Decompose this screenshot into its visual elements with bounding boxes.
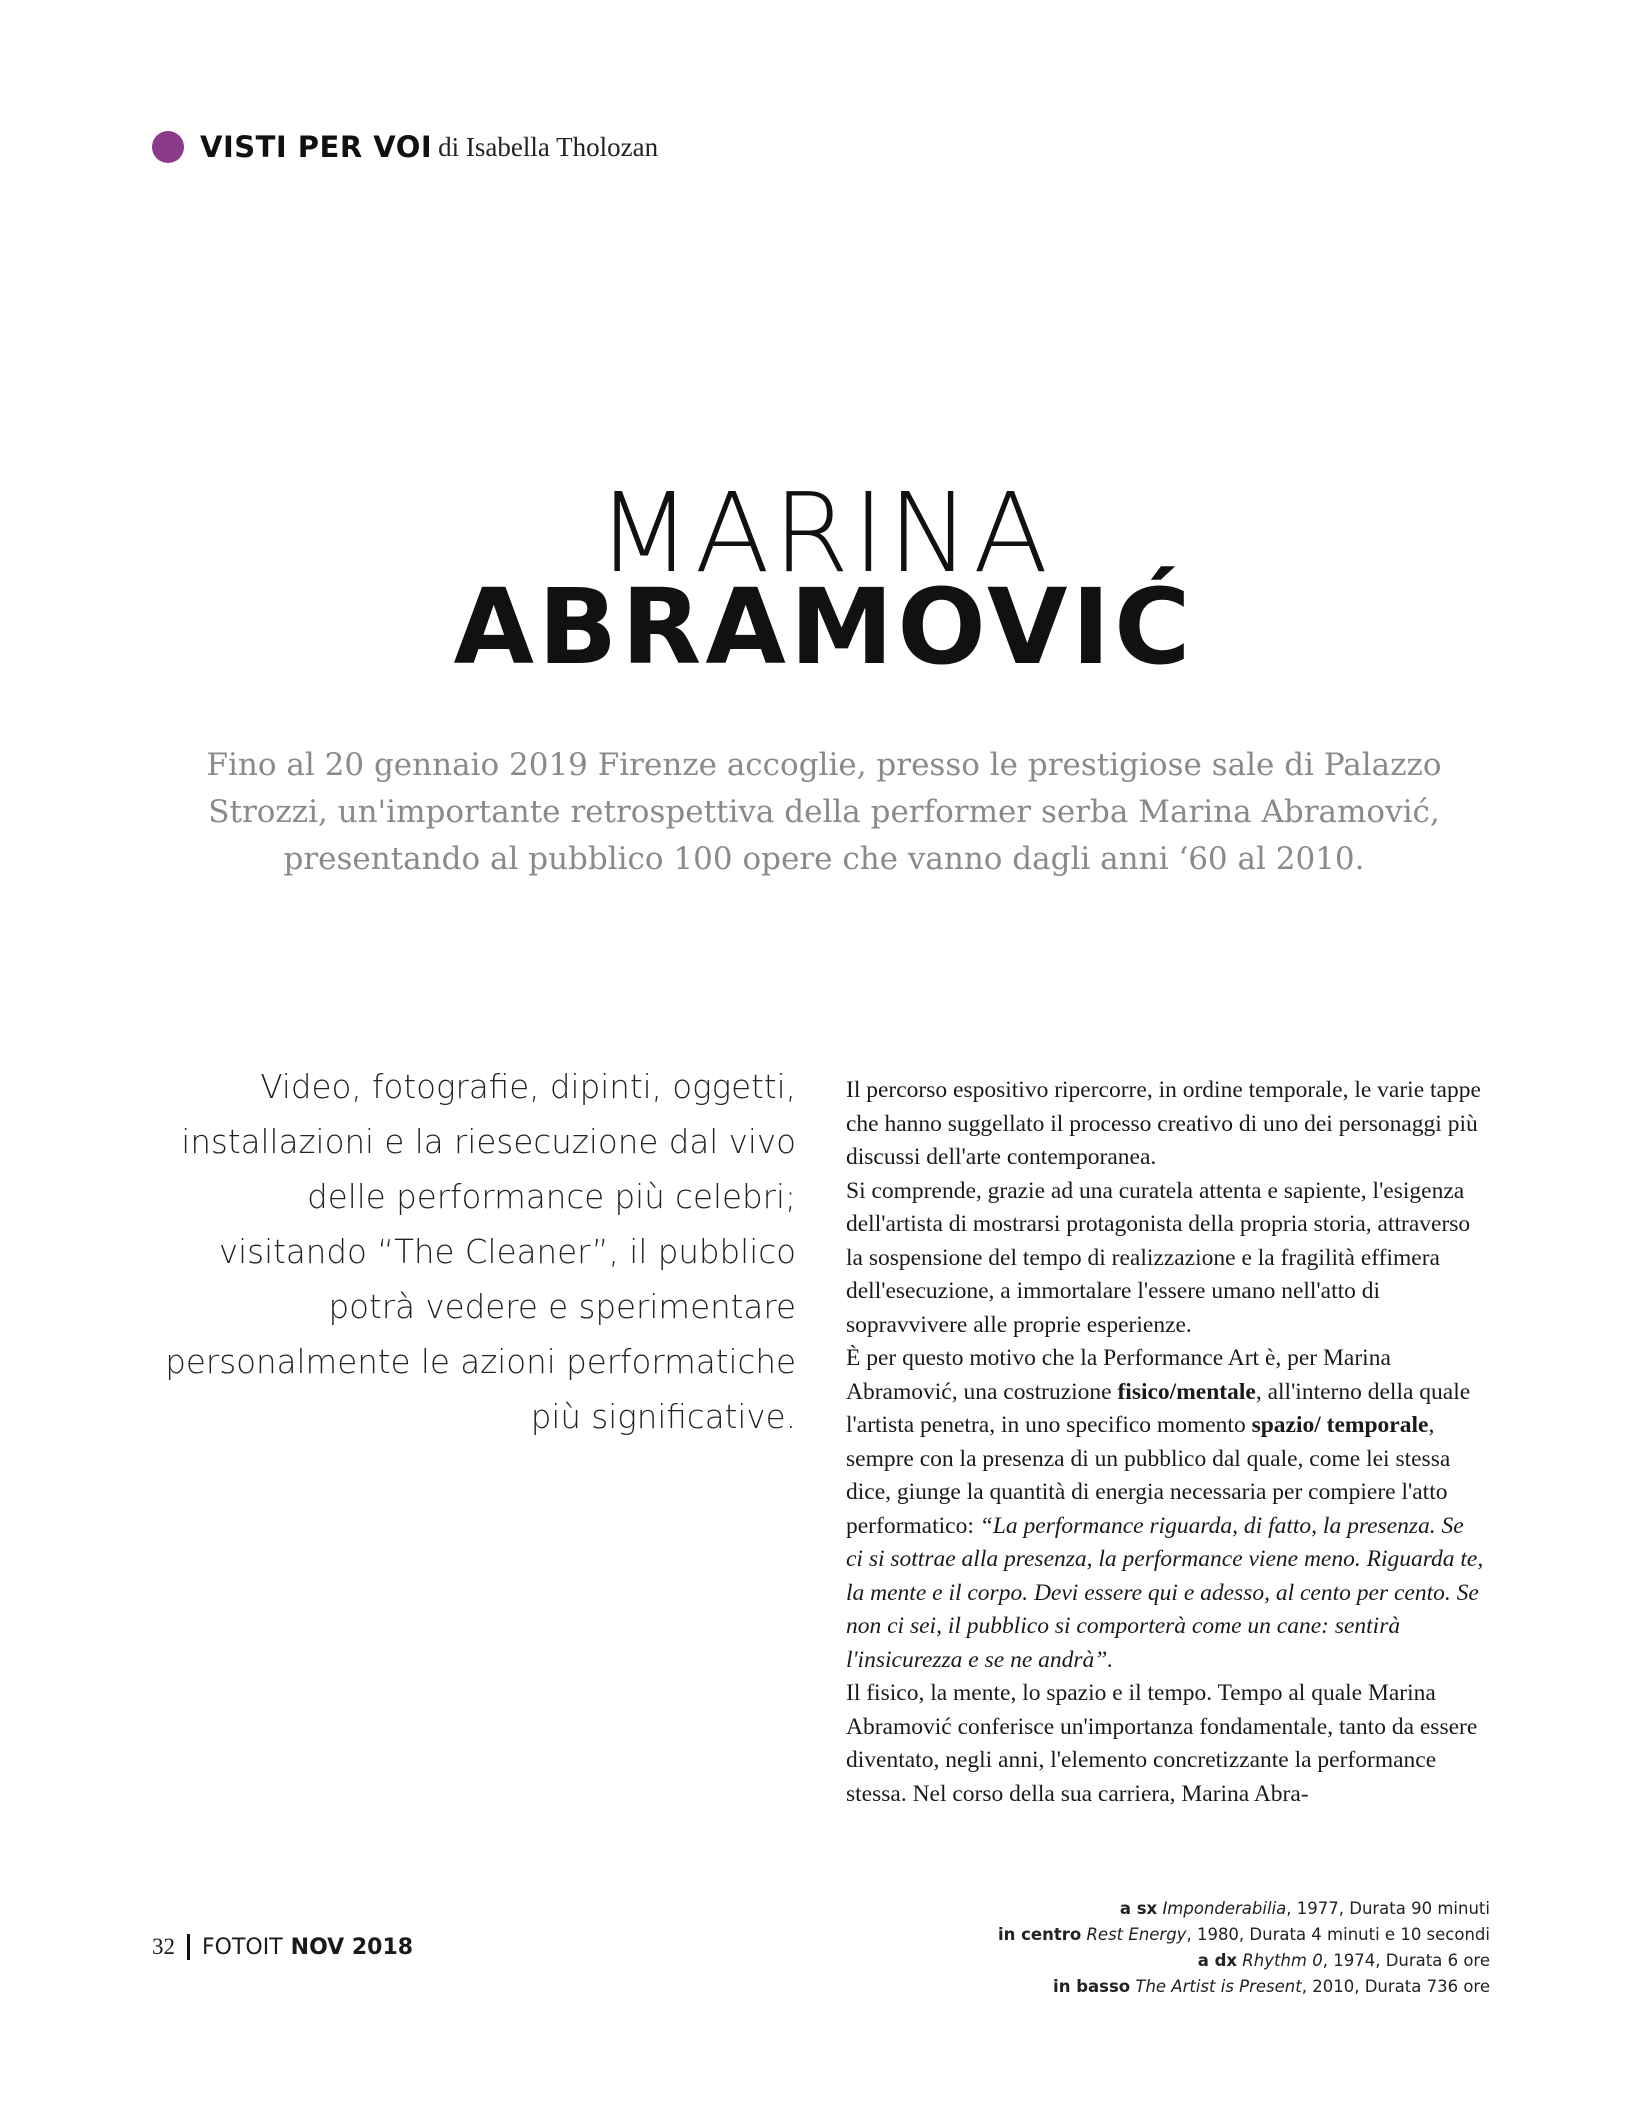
- body-paragraph-3: [846, 1342, 1486, 1677]
- caption-details: , 1977, Durata 90 minuti: [1286, 1899, 1490, 1918]
- caption-details: , 1974, Durata 6 ore: [1322, 1951, 1490, 1970]
- body-text: , all'interno della quale l'artista penetra, in uno specifico momento: [846, 1378, 1471, 1438]
- photo-captions: [998, 1896, 1490, 2000]
- title-first-name: MARINA: [596, 469, 1052, 597]
- page-footer: [152, 1934, 413, 1960]
- title-last-name: ABRAMOVIĆ: [453, 566, 1195, 688]
- caption-position: in centro: [997, 1925, 1082, 1944]
- body-text: È per questo motivo che la Performance Art è, per Marina Abramović, una costruzione: [846, 1345, 1391, 1405]
- caption-details: , 2010, Durata 736 ore: [1301, 1977, 1490, 1996]
- caption-line: [998, 1948, 1490, 1974]
- magazine-name: FOTOIT: [202, 1934, 283, 1960]
- caption-work: Rhythm 0: [1242, 1951, 1323, 1970]
- body-bold-term: fisico/mentale: [1117, 1378, 1256, 1405]
- caption-work: The Artist is Present: [1135, 1977, 1302, 1996]
- author-byline: di Isabella Tholozan: [438, 131, 659, 162]
- caption-details: , 1980, Durata 4 minuti e 10 secondi: [1186, 1925, 1490, 1944]
- page-number: 32: [152, 1934, 175, 1959]
- article-body: [846, 1074, 1486, 1811]
- caption-position: in basso: [1053, 1977, 1131, 1996]
- caption-line: [998, 1974, 1490, 2000]
- footer-divider: [187, 1934, 190, 1960]
- body-bold-term: spazio/ temporale: [1251, 1412, 1429, 1438]
- body-paragraph-1: Il percorso espositivo ripercorre, in ordine temporale, le varie tappe che hanno suggellato il processo creativo di uno dei personaggi più discussi dell'arte contemporanea.: [846, 1077, 1481, 1170]
- issue-date: NOV 2018: [290, 1934, 414, 1960]
- section-label: VISTI PER VOI: [200, 130, 433, 164]
- body-paragraph-4: Il fisico, la mente, lo spazio e il tempo. Tempo al quale Marina Abramović conferisce un'importanza fondamentale, tanto da essere diventato, negli anni, l'elemento concretizzante la performance stessa. Nel corso della sua carriera, Marina Abra-: [846, 1680, 1478, 1807]
- lead-paragraph: Fino al 20 gennaio 2019 Firenze accoglie, presso le prestigiose sale di Palazzo Strozzi, un'importante retrospettiva della performer serba Marina Abramović, presentando al pubblico 100 opere che vanno dagli anni ‘60 al 2010.: [206, 747, 1442, 877]
- section-bullet-icon: [152, 131, 184, 163]
- section-header: [152, 130, 658, 164]
- body-text: , sempre con la presenza di un pubblico dal quale, come lei stessa dice, giunge la quantità di energia necessaria per compiere l'atto performatico:: [846, 1412, 1451, 1539]
- pull-quote: Video, fotografie, dipinti, oggetti, installazioni e la riesecuzione dal vivo delle performance più celebri; visitando “The Cleaner”, il pubblico potrà vedere e sperimentare personalmente le azioni performatiche più significative.: [165, 1068, 796, 1436]
- caption-work: Imponderabilia: [1162, 1899, 1287, 1918]
- caption-work: Rest Energy: [1086, 1925, 1187, 1944]
- artist-quote: “La performance riguarda, di fatto, la presenza. Se ci si sottrae alla presenza, la performance viene meno. Riguarda te, la mente e il corpo. Devi essere qui e adesso, al cento per cento. Se non ci sei, il pubblico si comporterà come un cane: sentirà l'insicurezza e se ne andrà”.: [846, 1512, 1484, 1673]
- caption-position: a dx: [1197, 1951, 1238, 1970]
- caption-position: a sx: [1119, 1899, 1158, 1918]
- body-paragraph-2: Si comprende, grazie ad una curatela attenta e sapiente, l'esigenza dell'artista di mostrarsi protagonista della propria storia, attraverso la sospensione del tempo di realizzazione e la fragilità effimera dell'esecuzione, a immortalare l'essere umano nell'atto di sopravvivere alle proprie esperienze.: [846, 1177, 1471, 1338]
- caption-line: [998, 1922, 1490, 1948]
- caption-line: [998, 1896, 1490, 1922]
